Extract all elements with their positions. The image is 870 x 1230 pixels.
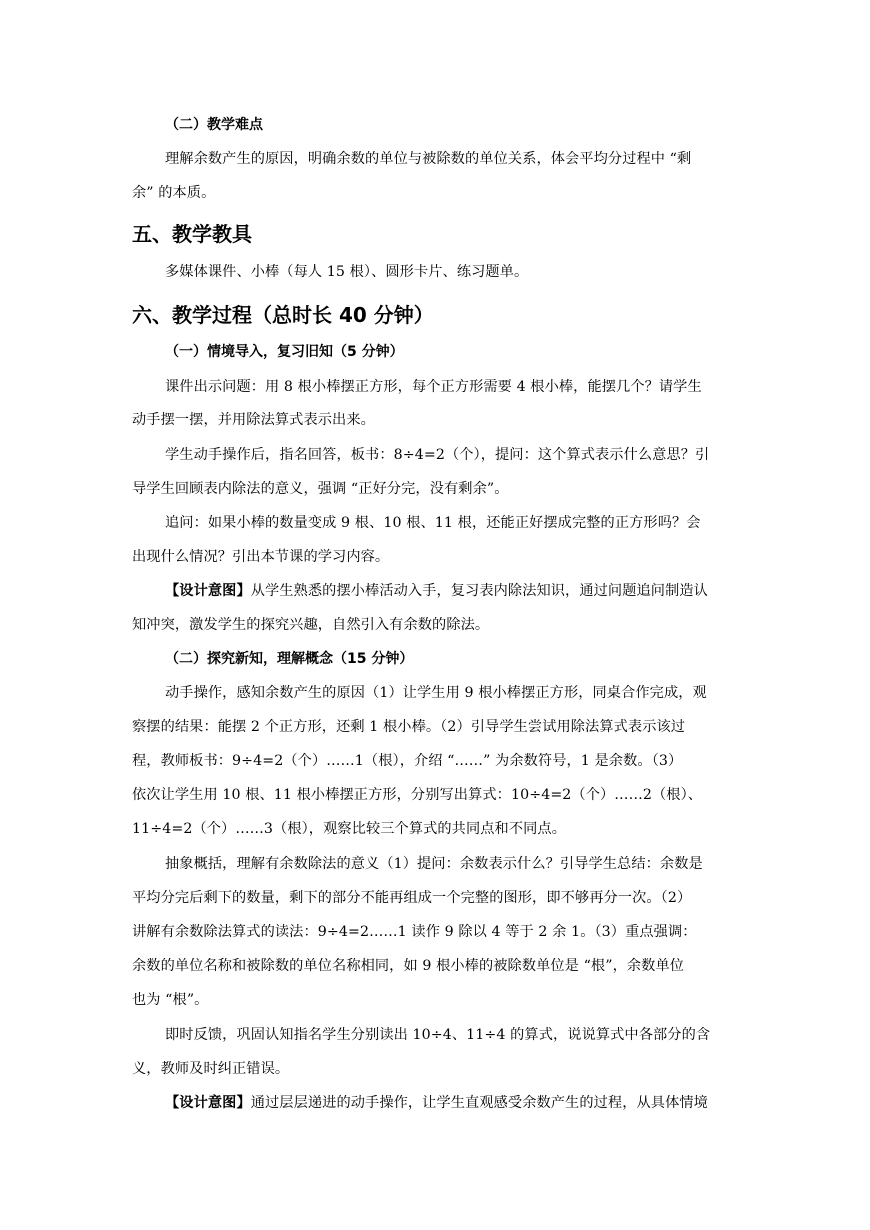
design-intent-label: 【设计意图】 xyxy=(165,583,251,599)
paragraph-line: 多媒体课件、小棒（每人 15 根）、圆形卡片、练习题单。 xyxy=(165,264,529,280)
subsection-heading-explore: （二）探究新知，理解概念（15 分钟） xyxy=(165,651,414,667)
paragraph-line: 理解余数产生的原因，明确余数的单位与被除数的单位关系，体会平均分过程中 “剩 xyxy=(165,151,692,167)
paragraph-line: 余” 的本质。 xyxy=(132,185,216,201)
paragraph-line: 讲解有余数除法算式的读法：9÷4=2……1 读作 9 除以 4 等于 2 余 1。（3）重点强调： xyxy=(132,924,697,940)
paragraph-line: 11÷4=2（个）……3（根），观察比较三个算式的共同点和不同点。 xyxy=(132,821,566,837)
section-heading-difficulties: （二）教学难点 xyxy=(165,117,263,133)
paragraph-line: 余数的单位名称和被除数的单位名称相同，如 9 根小棒的被除数单位是 “根”，余数单位 xyxy=(132,958,685,974)
paragraph-line: 即时反馈，巩固认知指名学生分别读出 10÷4、11÷4 的算式，说说算式中各部分的含 xyxy=(165,1027,711,1043)
paragraph-line: 出现什么情况？引出本节课的学习内容。 xyxy=(132,549,390,565)
design-intent-label: 【设计意图】 xyxy=(165,1095,251,1111)
paragraph-line: 也为 “根”。 xyxy=(132,992,209,1008)
paragraph-line: 平均分完后剩下的数量，剩下的部分不能再组成一个完整的图形，即不够再分一次。（2） xyxy=(132,890,692,906)
design-intent-line: 【设计意图】从学生熟悉的摆小棒活动入手，复习表内除法知识，通过问题追问制造认 xyxy=(165,583,708,599)
paragraph-line: 课件出示问题：用 8 根小棒摆正方形，每个正方形需要 4 根小棒，能摆几个？请学生 xyxy=(165,379,702,395)
paragraph-line: 动手操作，感知余数产生的原因（1）让学生用 9 根小棒摆正方形，同桌合作完成，观 xyxy=(165,685,707,701)
paragraph-line: 追问：如果小棒的数量变成 9 根、10 根、11 根，还能正好摆成完整的正方形吗？会 xyxy=(165,515,701,531)
section-heading-teaching-process: 六、教学过程（总时长 40 分钟） xyxy=(132,303,434,327)
paragraph-line: 学生动手操作后，指名回答，板书：8÷4=2（个），提问：这个算式表示什么意思？引 xyxy=(165,447,710,463)
paragraph-line: 察摆的结果：能摆 2 个正方形，还剩 1 根小棒。（2）引导学生尝试用除法算式表示该过 xyxy=(132,719,686,735)
paragraph-line: 抽象概括，理解有余数除法的意义（1）提问：余数表示什么？引导学生总结：余数是 xyxy=(165,856,703,872)
paragraph-line: 导学生回顾表内除法的意义，强调 “正好分完，没有剩余”。 xyxy=(132,481,509,497)
paragraph-line: 程，教师板书：9÷4=2（个）……1（根），介绍 “……” 为余数符号，1 是余数。（3） xyxy=(132,753,683,769)
design-intent-line: 【设计意图】通过层层递进的动手操作，让学生直观感受余数产生的过程，从具体情境 xyxy=(165,1095,708,1111)
paragraph-line: 依次让学生用 10 根、11 根小棒摆正方形，分别写出算式：10÷4=2（个）……2（根）、 xyxy=(132,787,703,803)
paragraph-line: 知冲突，激发学生的探究兴趣，自然引入有余数的除法。 xyxy=(132,617,490,633)
paragraph-line: 动手摆一摆，并用除法算式表示出来。 xyxy=(132,412,375,428)
paragraph-line: 义，教师及时纠正错误。 xyxy=(132,1061,290,1077)
subsection-heading-intro: （一）情境导入，复习旧知（5 分钟） xyxy=(165,344,404,360)
section-heading-teaching-aids: 五、教学教具 xyxy=(132,222,252,246)
